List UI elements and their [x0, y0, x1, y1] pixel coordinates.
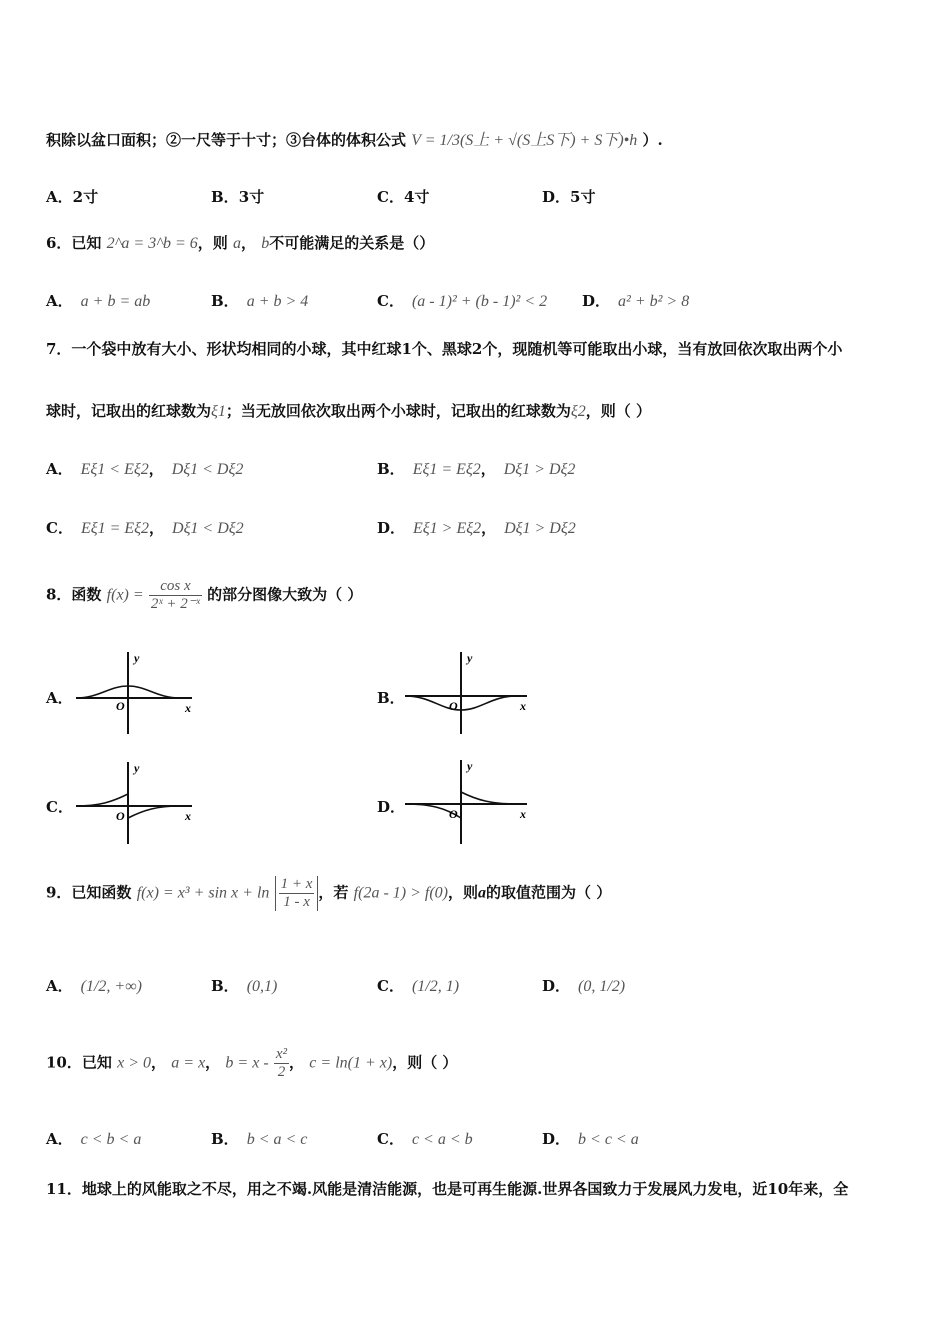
q10-stem: 10．已知 x > 0， a = x， b = x - $\frac{\text{x²}}{2}$ ， c = ln(1 + x)，则（ ） [46, 1046, 458, 1080]
q8-option-d[interactable]: D． [377, 798, 406, 816]
q10-option-a[interactable]: A． c < b < a [46, 1130, 142, 1148]
svg-text:y: y [134, 761, 140, 775]
q5-tail-text: 积除以盆口面积；②一尺等于十寸；③台体的体积公式 [46, 131, 407, 149]
svg-text:y: y [134, 651, 140, 665]
q8-stem: 8．函数 f(x) = $\frac{\text{cos x}}{\text{2ˣ + 2⁻ˣ}}$ 的部分图像大致为（ ） [46, 578, 363, 612]
q8-graph-c[interactable] [74, 758, 198, 848]
q5-option-d[interactable]: D．5寸 [542, 188, 596, 206]
q9-stem: 9．已知函数 f(x) = x³ + sin x + ln $\frac{1 + x}{1 - x}$ ，若 f(2a - 1) > f(0)，则a的取值范围为（ ） [46, 876, 612, 910]
q9-function: f(x) = x³ + sin x + ln [136, 884, 270, 902]
q7-line1: 7．一个袋中放有大小、形状均相同的小球，其中红球1个、黑球2个，现随机等可能取出小球，当有放回依次取出两个小 [46, 340, 843, 358]
q6-option-a[interactable]: A． a + b = ab [46, 292, 151, 310]
q7-option-d[interactable]: D． Eξ1 > Eξ2， Dξ1 > Dξ2 [377, 519, 576, 537]
q8-fraction: $\frac{\text{cos x}}{\text{2ˣ + 2⁻ˣ}}$ [150, 578, 200, 612]
q5-option-a[interactable]: A．2寸 [46, 188, 99, 206]
q7-option-b[interactable]: B． Eξ1 = Eξ2， Dξ1 > Dξ2 [377, 460, 576, 478]
q6-option-b[interactable]: B． a + b > 4 [211, 292, 309, 310]
q6-stem: 6．已知 2^a = 3^b = 6，则 a， b不可能满足的关系是（） [46, 234, 435, 252]
svg-text:x: x [520, 699, 526, 713]
q7-option-a[interactable]: A． Eξ1 < Eξ2， Dξ1 < Dξ2 [46, 460, 244, 478]
q5-formula: V = 1/3(S上 + √(S上S下) + S下)•h [411, 132, 638, 149]
q10-option-b[interactable]: B． b < a < c [211, 1130, 308, 1148]
q8-graph-a[interactable] [74, 648, 198, 738]
q7-line2: 球时，记取出的红球数为ξ1；当无放回依次取出两个小球时，记取出的红球数为ξ2，则（ ） [46, 402, 651, 420]
q5-option-c[interactable]: C．4寸 [377, 188, 430, 206]
q5-option-b[interactable]: B．3寸 [211, 188, 265, 206]
q8-function: f(x) = [106, 586, 144, 604]
q6-condition: 2^a = 3^b = 6 [106, 235, 198, 252]
q9-option-a[interactable]: A． (1/2, +∞) [46, 977, 142, 995]
q6-option-d[interactable]: D． a² + b² > 8 [582, 292, 690, 310]
q5-tail [46, 127, 663, 150]
q6-number: 6．已知 [46, 234, 102, 252]
q10-fraction: $\frac{\text{x²}}{2}$ [275, 1046, 288, 1080]
q9-option-b[interactable]: B． (0,1) [211, 977, 278, 995]
q10-option-c[interactable]: C． c < a < b [377, 1130, 473, 1148]
svg-text:O: O [116, 809, 125, 823]
q8-option-a[interactable]: A． [46, 689, 73, 707]
q9-option-d[interactable]: D． (0, 1/2) [542, 977, 626, 995]
svg-text:y: y [467, 651, 473, 665]
svg-text:x: x [185, 701, 191, 715]
q8-graph-d[interactable] [403, 756, 533, 848]
svg-text:x: x [185, 809, 191, 823]
svg-text:O: O [449, 807, 458, 821]
svg-text:y: y [467, 759, 473, 773]
q7-xi2: ξ2 [570, 403, 586, 420]
svg-text:O: O [449, 699, 458, 713]
q5-end: ）. [642, 131, 663, 149]
q9-option-c[interactable]: C． (1/2, 1) [377, 977, 460, 995]
q8-option-b[interactable]: B． [377, 689, 405, 707]
q7-xi1: ξ1 [211, 403, 226, 420]
q11-stem: 11．地球上的风能取之不尽，用之不竭.风能是清洁能源，也是可再生能源.世界各国致力于发展风力发电，近10年来，全 [46, 1180, 849, 1198]
q9-fraction: $\frac{1 + x}{1 - x}$ [275, 876, 319, 911]
q8-graph-b[interactable] [403, 648, 533, 738]
q10-option-d[interactable]: D． b < c < a [542, 1130, 639, 1148]
q8-option-c[interactable]: C． [46, 798, 73, 816]
svg-text:x: x [520, 807, 526, 821]
svg-text:O: O [116, 699, 125, 713]
q9-condition: f(2a - 1) > f(0) [353, 884, 448, 902]
q7-option-c[interactable]: C． Eξ1 = Eξ2， Dξ1 < Dξ2 [46, 519, 244, 537]
q6-option-c[interactable]: C． (a - 1)² + (b - 1)² < 2 [377, 292, 548, 310]
